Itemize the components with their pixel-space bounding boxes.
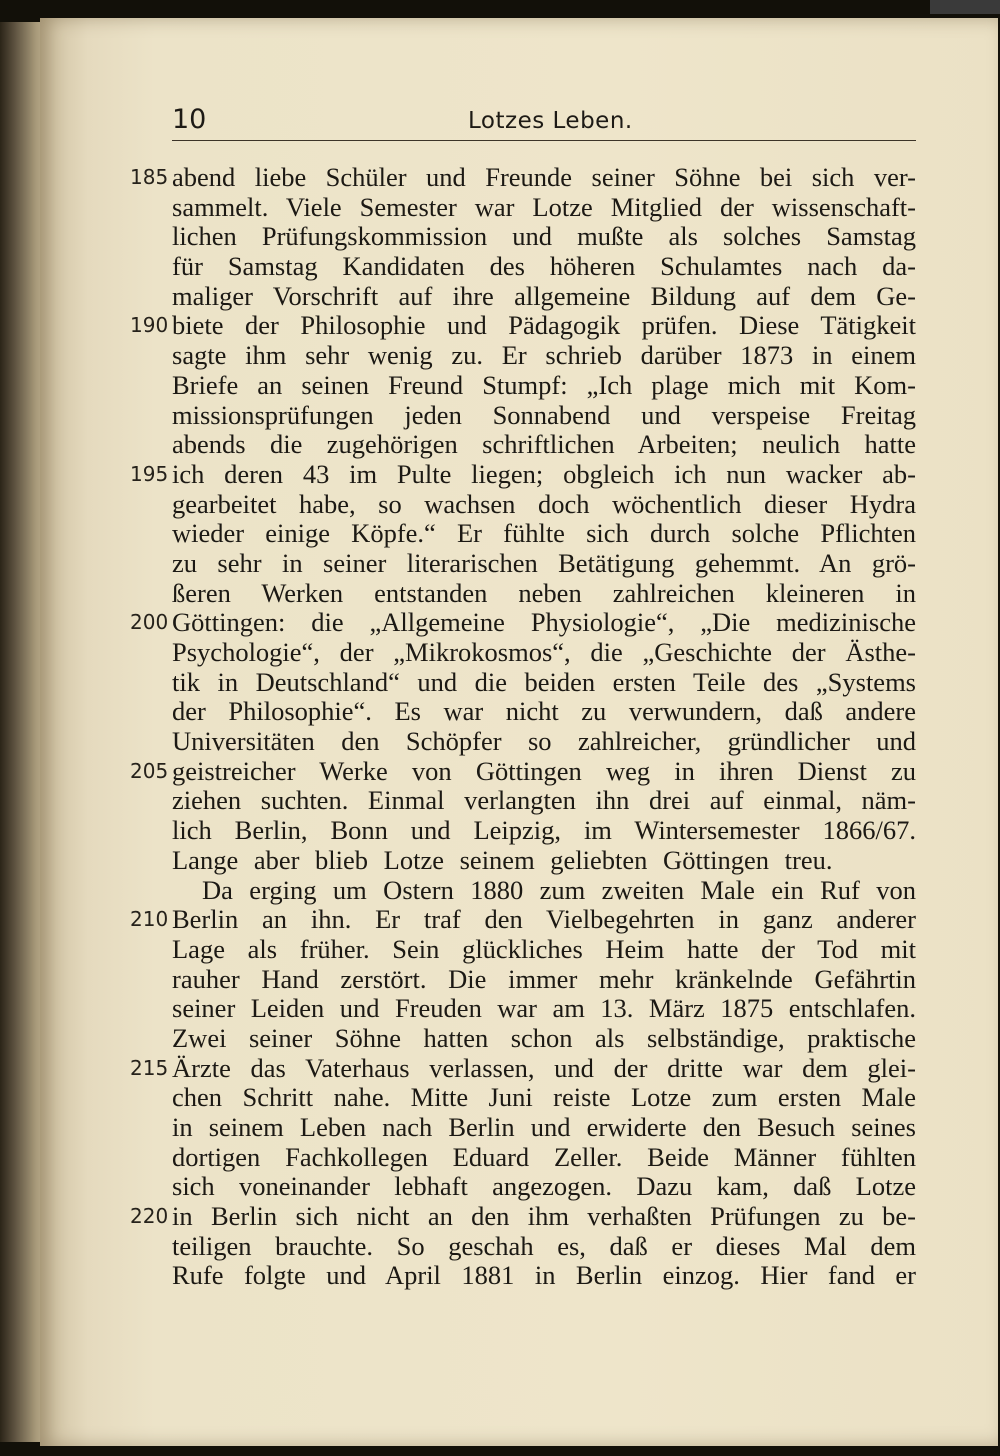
text-line: [172, 876, 916, 906]
body-text: [130, 162, 916, 1291]
line-text: geistreicher Werke von Göttingen weg in ihren Dienst zu: [172, 755, 916, 786]
line-text: Da erging um Ostern 1880 zum zweiten Male ein Ruf von: [202, 874, 916, 905]
line-number: 215: [130, 1055, 169, 1080]
text-line: [172, 1232, 916, 1262]
text-line: [130, 310, 916, 341]
text-line: [172, 994, 916, 1024]
line-text: Universitäten den Schöpfer so zahlreicher, gründlicher und: [172, 726, 916, 757]
line-text: ziehen suchten. Einmal verlangten ihn drei auf einmal, näm-: [172, 785, 916, 816]
line-number: 205: [130, 758, 169, 783]
text-line: [172, 668, 916, 698]
text-line: [130, 607, 916, 638]
line-text: teiligen brauchte. So geschah es, daß er dieses Mal dem: [172, 1230, 916, 1261]
line-text: ßeren Werken entstanden neben zahlreichen kleineren in: [172, 577, 916, 608]
text-line: [172, 1083, 916, 1113]
page-header: [172, 100, 916, 141]
text-line: [172, 935, 916, 965]
line-text: in seinem Leben nach Berlin und erwiderte den Besuch seines: [172, 1112, 916, 1142]
line-text: ich deren 43 im Pulte liegen; obgleich ich nun wacker ab-: [172, 458, 916, 489]
text-line: [172, 430, 916, 460]
text-line: [172, 1143, 916, 1173]
text-line: [172, 579, 916, 609]
line-text: in Berlin sich nicht an den ihm verhaßten Prüfungen zu be-: [172, 1201, 916, 1232]
line-text: Psychologie“, der „Mikrokosmos“, die „Geschichte der Ästhe-: [172, 637, 916, 667]
line-text: sich voneinander lebhaft angezogen. Dazu kam, daß Lotze: [172, 1171, 916, 1202]
text-line: [172, 965, 916, 995]
line-text: lichen Prüfungskommission und mußte als solches Samstag: [172, 221, 916, 252]
text-line: [172, 282, 916, 312]
text-line: [172, 1113, 916, 1143]
line-text: wieder einige Köpfe.“ Er fühlte sich durch solche Pflichten: [172, 518, 916, 549]
text-line: [172, 846, 916, 876]
text-line: [130, 1052, 916, 1084]
line-text: Göttingen: die „Allgemeine Physiologie“, „Die medizinische: [172, 607, 916, 638]
line-number: 220: [130, 1204, 169, 1229]
line-text: maliger Vorschrift auf ihre allgemeine Bildung auf dem Ge-: [172, 280, 916, 311]
text-line: [172, 193, 916, 223]
text-line: [130, 1201, 916, 1232]
line-text: lich Berlin, Bonn und Leipzig, im Wintersemester 1866/67.: [172, 815, 916, 846]
line-number: 185: [130, 165, 169, 189]
text-line: [172, 786, 916, 816]
text-line: [172, 490, 916, 520]
line-number: 210: [130, 907, 169, 932]
text-line: [130, 162, 916, 193]
page-corner-shadow: [930, 0, 1000, 14]
running-head: Lotzes Leben.: [468, 108, 633, 134]
text-line: [172, 1261, 916, 1291]
line-text: dortigen Fachkollegen Eduard Zeller. Beide Männer fühlten: [172, 1141, 916, 1172]
line-text: gearbeitet habe, so wachsen doch wöchentlich dieser Hydra: [172, 488, 916, 519]
line-text: Lage als früher. Sein glückliches Heim hatte der Tod mit: [172, 933, 916, 964]
text-line: [172, 638, 916, 668]
text-line: [130, 458, 916, 490]
text-line: [172, 549, 916, 579]
line-text: abend liebe Schüler und Freunde seiner Söhne bei sich ver-: [172, 162, 916, 192]
text-line: [172, 1172, 916, 1202]
line-text: Zwei seiner Söhne hatten schon als selbständige, praktische: [172, 1022, 916, 1053]
text-line: [172, 222, 916, 252]
text-line: [172, 401, 916, 431]
line-text: rauher Hand zerstört. Die immer mehr kränkelnde Gefährtin: [172, 963, 916, 994]
line-text: zu sehr in seiner literarischen Betätigung gehemmt. An grö-: [172, 547, 916, 578]
line-number: 195: [130, 461, 169, 486]
line-text: tik in Deutschland“ und die beiden ersten Teile des „Systems: [172, 666, 916, 697]
line-text: Berlin an ihn. Er traf den Vielbegehrten in ganz anderer: [172, 904, 916, 935]
line-text: für Samstag Kandidaten des höheren Schulamtes nach da-: [172, 251, 916, 282]
text-line: [172, 697, 916, 727]
line-text: Ärzte das Vaterhaus verlassen, und der dritte war dem glei-: [172, 1052, 916, 1083]
text-line: [130, 755, 916, 787]
text-line: [130, 904, 916, 935]
page-number: 10: [172, 104, 207, 135]
line-text: biete der Philosophie und Pädagogik prüfen. Diese Tätigkeit: [172, 310, 916, 341]
text-line: [172, 252, 916, 282]
line-text: Lange aber blieb Lotze seinem geliebten Göttingen treu.: [172, 844, 833, 875]
line-text: abends die zugehörigen schriftlichen Arbeiten; neulich hatte: [172, 429, 916, 460]
text-line: [172, 371, 916, 401]
line-number: 200: [130, 610, 169, 635]
line-text: der Philosophie“. Es war nicht zu verwundern, daß andere: [172, 696, 916, 727]
line-text: missionsprüfungen jeden Sonnabend und verspeise Freitag: [172, 399, 916, 430]
text-line: [172, 727, 916, 757]
text-line: [172, 341, 916, 371]
line-text: sammelt. Viele Semester war Lotze Mitglied der wissenschaft-: [172, 191, 916, 222]
line-text: Briefe an seinen Freund Stumpf: „Ich plage mich mit Kom-: [172, 369, 916, 400]
line-text: chen Schritt nahe. Mitte Juni reiste Lotze zum ersten Male: [172, 1082, 916, 1113]
text-line: [172, 816, 916, 846]
line-text: Rufe folgte und April 1881 in Berlin einzog. Hier fand er: [172, 1260, 916, 1291]
text-line: [172, 519, 916, 549]
text-line: [172, 1024, 916, 1054]
line-text: sagte ihm sehr wenig zu. Er schrieb darüber 1873 in einem: [172, 340, 916, 371]
line-number: 190: [130, 313, 169, 338]
line-text: seiner Leiden und Freuden war am 13. März 1875 entschlafen.: [172, 993, 916, 1024]
